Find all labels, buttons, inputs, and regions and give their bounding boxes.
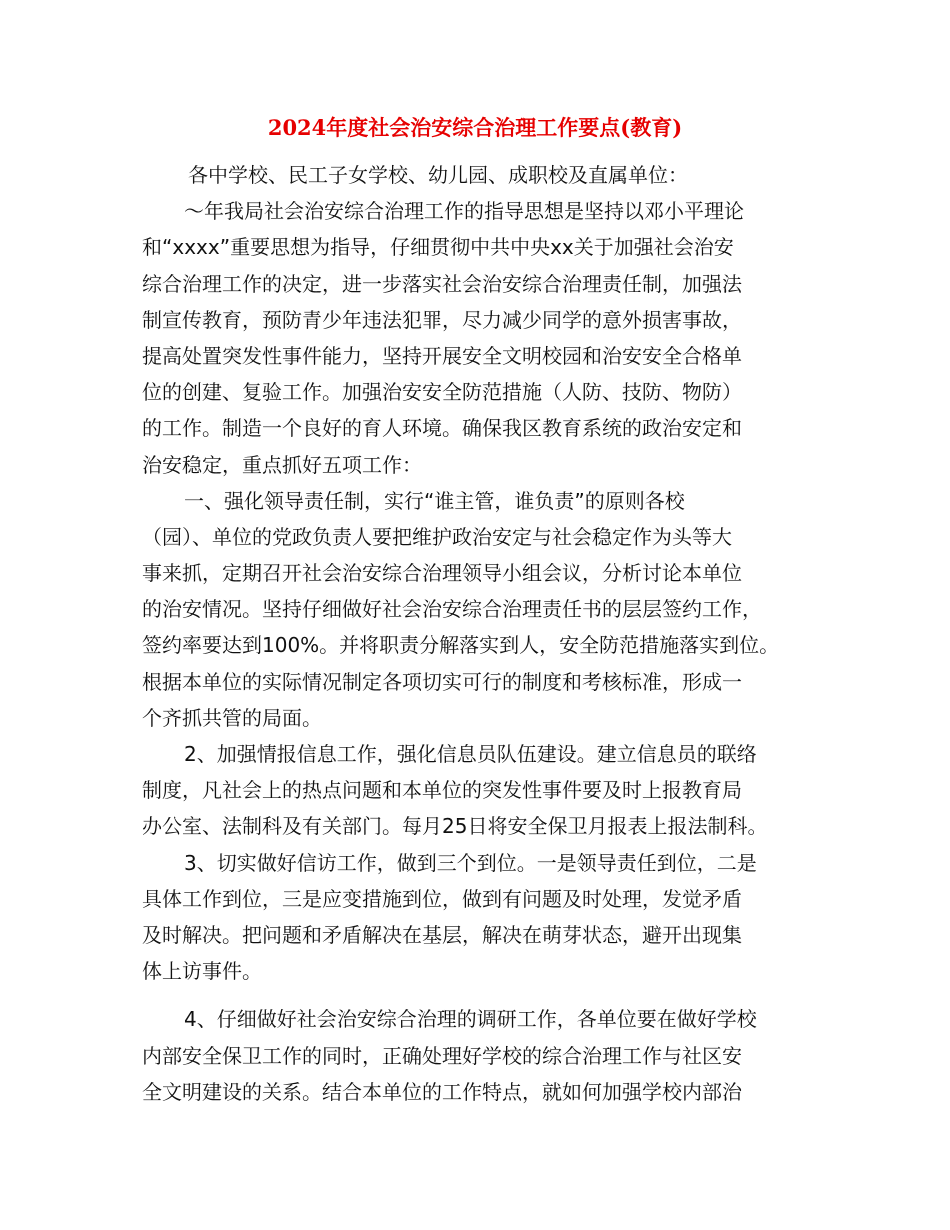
paragraph-line: 个齐抓共管的局面。 [142, 705, 322, 730]
paragraph-line: 办公室、法制科及有关部门。每月25日将安全保卫月报表上报法制科。 [142, 814, 768, 839]
salutation-line: 各中学校、民工子女学校、幼儿园、成职校及直属单位： [188, 163, 688, 187]
paragraph-line: 制宣传教育，预防青少年违法犯罪，尽力减少同学的意外损害事故， [142, 307, 742, 332]
paragraph-line: 治安稳定，重点抓好五项工作： [142, 452, 422, 477]
paragraph-line: 的治安情况。坚持仔细做好社会治安综合治理责任书的层层签约工作， [142, 597, 762, 622]
paragraph-line: （园）、单位的党政负责人要把维护政治安定与社会稳定作为头等大 [142, 524, 732, 549]
paragraph-line: 4、仔细做好社会治安综合治理的调研工作，各单位要在做好学校 [184, 1007, 757, 1032]
paragraph-line: 体上访事件。 [142, 959, 262, 984]
paragraph-gap [142, 989, 822, 1001]
paragraph-line: 具体工作到位，三是应变措施到位，做到有问题及时处理，发觉矛盾 [142, 886, 742, 911]
paragraph-line: 签约率要达到100%。并将职责分解落实到人，安全防范措施落实到位。 [142, 633, 780, 658]
paragraph-line: ～年我局社会治安综合治理工作的指导思想是坚持以邓小平理论 [184, 199, 744, 224]
paragraph-line: 制度，凡社会上的热点问题和本单位的突发性事件要及时上报教育局 [142, 778, 742, 803]
document-body [142, 157, 822, 1110]
paragraph-line: 全文明建设的关系。结合本单位的工作特点，就如何加强学校内部治 [142, 1079, 742, 1104]
paragraph-line: 2、加强情报信息工作，强化信息员队伍建设。建立信息员的联络 [184, 742, 757, 766]
paragraph-line: 的工作。制造一个良好的育人环境。确保我区教育系统的政治安定和 [142, 416, 742, 441]
paragraph-line: 综合治理工作的决定，进一步落实社会治安综合治理责任制，加强法 [142, 271, 742, 296]
paragraph-line: 位的创建、复验工作。加强治安安全防范措施（人防、技防、物防） [142, 380, 742, 405]
paragraph-line: 3、切实做好信访工作，做到三个到位。一是领导责任到位，二是 [184, 850, 757, 875]
paragraph-line: 根据本单位的实际情况制定各项切实可行的制度和考核标准，形成一 [142, 669, 742, 694]
paragraph-line: 及时解决。把问题和矛盾解决在基层，解决在萌芽状态，避开出现集 [142, 922, 742, 947]
paragraph-line: 提高处置突发性事件能力，坚持开展安全文明校园和治安安全合格单 [142, 343, 742, 368]
paragraph-line: 事来抓，定期召开社会治安综合治理领导小组会议，分析讨论本单位 [142, 561, 742, 586]
document-title: 2024年度社会治安综合治理工作要点(教育) [267, 115, 683, 140]
paragraph-line: 内部安全保卫工作的同时，正确处理好学校的综合治理工作与社区安 [142, 1043, 742, 1068]
paragraph-line: 一、强化领导责任制，实行“谁主管，谁负责”的原则各校 [184, 488, 685, 513]
paragraph-line: 和“xxxx”重要思想为指导，仔细贯彻中共中央xx关于加强社会治安 [142, 235, 734, 260]
